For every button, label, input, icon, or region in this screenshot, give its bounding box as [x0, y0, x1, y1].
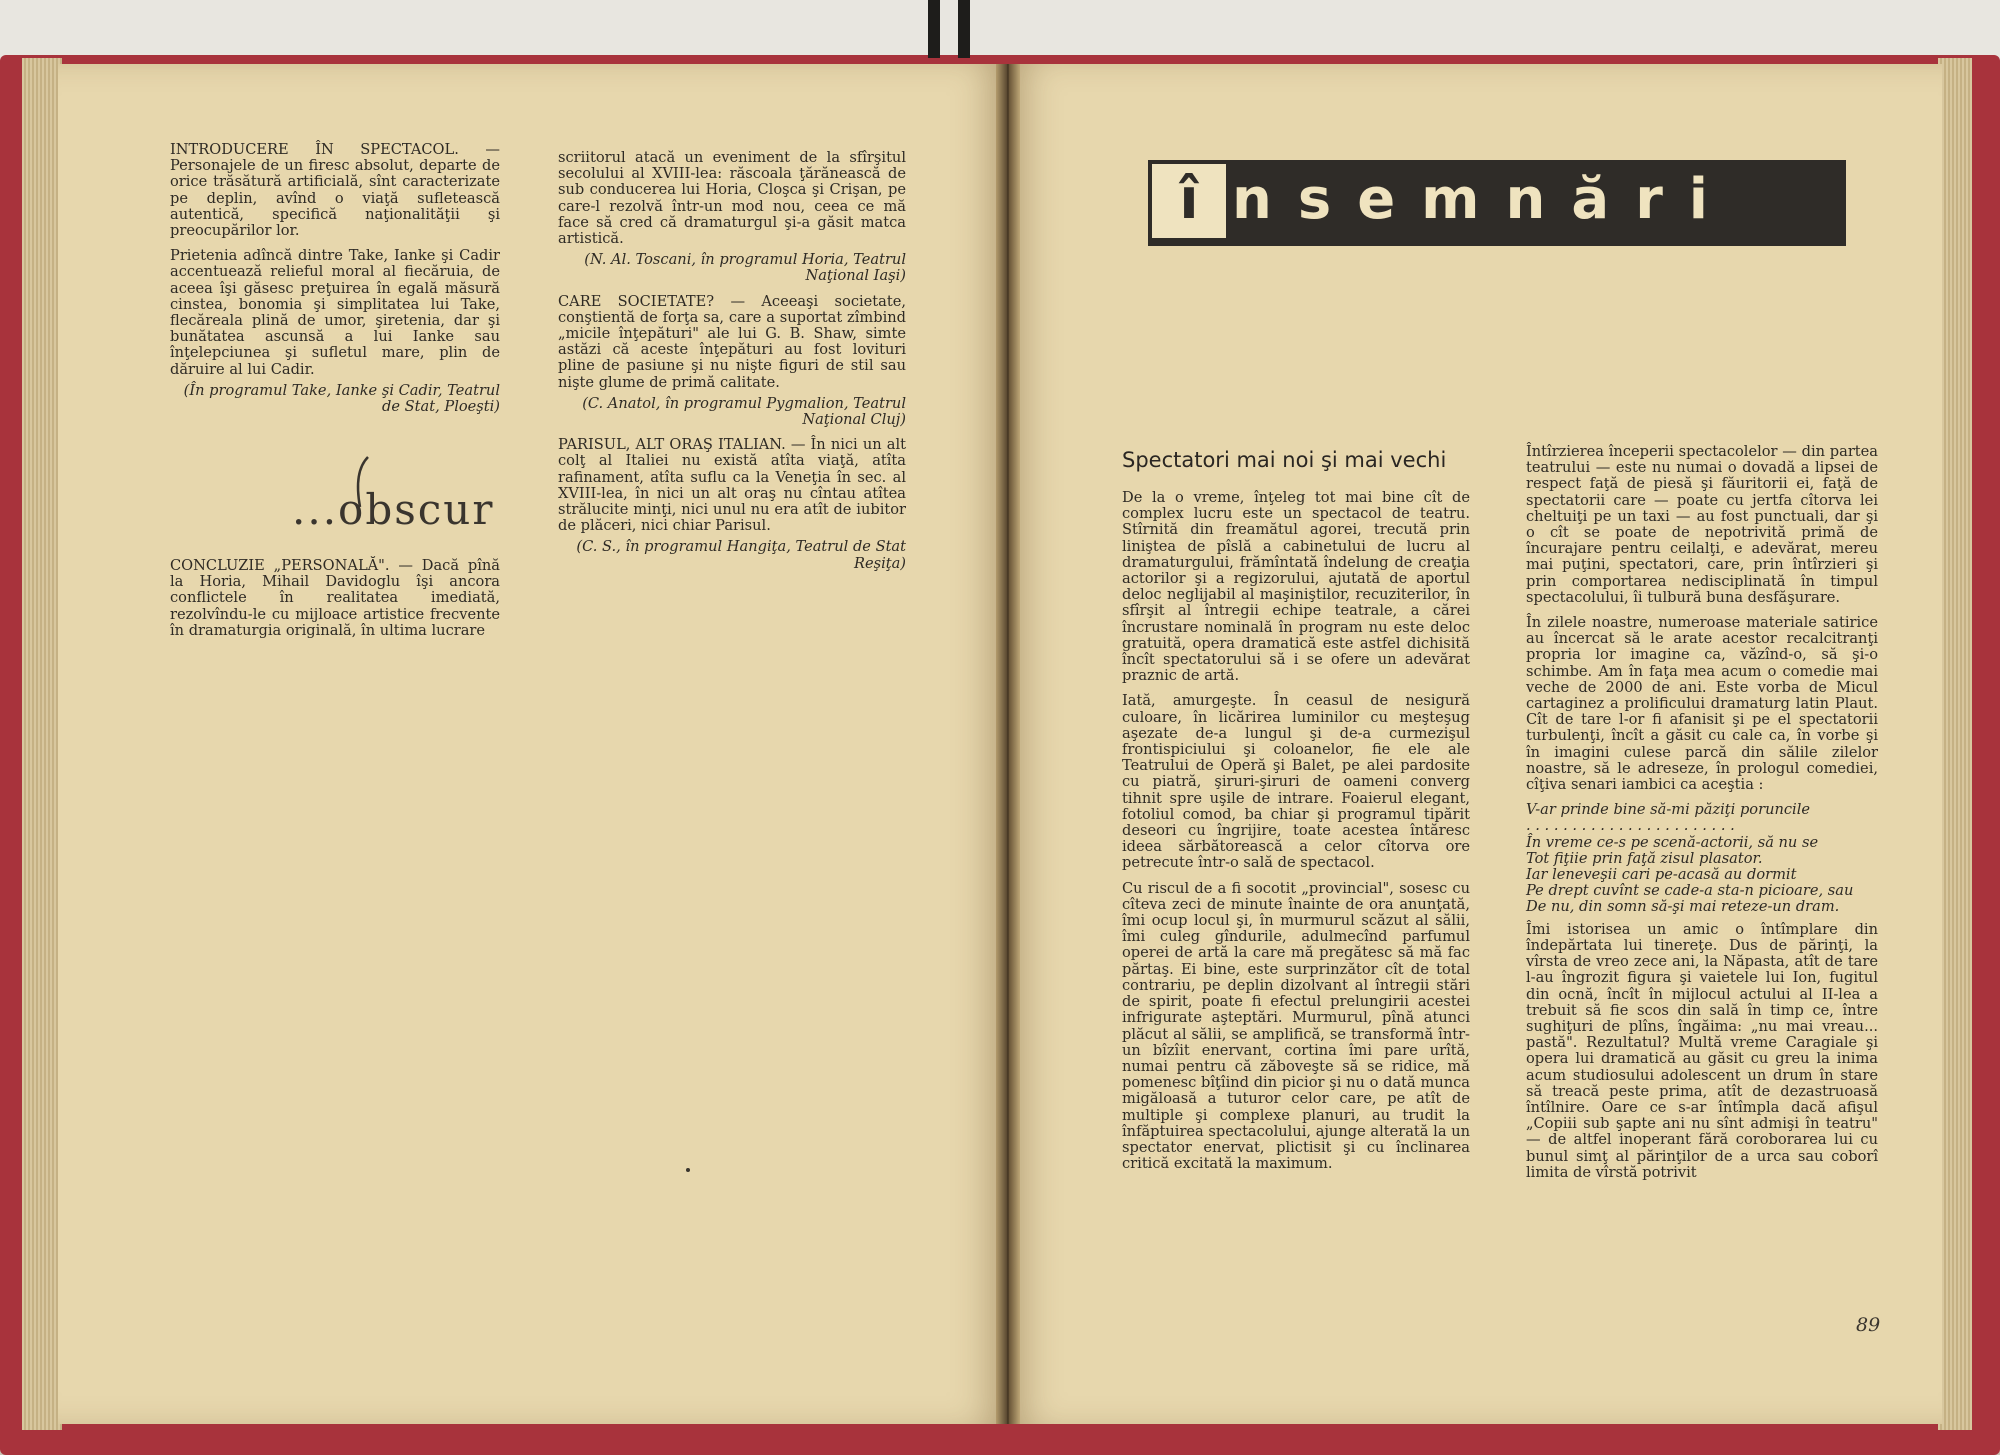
- source-note: (C. Anatol, în programul Pygmalion, Teatrul Naţional Cluj): [582, 394, 906, 429]
- verse-quote: [1526, 802, 1878, 915]
- paragraph: CARE SOCIETATE? — Aceeaşi societate, conştientă de forţa sa, care a suportat zîmbind „micile înţepături" ale lui G. B. Shaw, simte astăzi că aceste înţepături au fost lovituri pline de pasiune şi nu nişte figuri de stil sau nişte glume de primă calitate.: [558, 292, 906, 391]
- verse-line: V-ar prinde bine să-mi păziţi poruncile: [1526, 801, 1811, 819]
- page-number: 89: [1856, 1314, 1881, 1336]
- paragraph: De la o vreme, înţeleg tot mai bine cît de complex lucru este un spectacol de teatru. Stîrnită din freamătul agorei, trecută prin liniştea de pîslă a cabinetului de lucru al dramaturgului, frămîntată îndelung de creaţia actorilor şi a regizorului, ajutată de aportul deloc neglijabil al maşiniştilor, recuziterilor, în sfîrşit al întregii echipe teatrale, a cărei încrustare nominală în program nu este deloc gratuită, opera dramatică este astfel dichisită încît spectatorului să i se ofere un adevărat praznic de artă.: [1122, 489, 1470, 685]
- book-gutter: [996, 64, 1020, 1424]
- verse-line: Iar leneveşii cari pe-acasă au dormit: [1526, 866, 1797, 884]
- source-note: (C. S., în programul Hangiţa, Teatrul de Stat Reşiţa): [576, 538, 906, 572]
- source-note: (N. Al. Toscani, în programul Horia, Teatrul Naţional Iaşi): [584, 251, 906, 285]
- page-edges-left: [22, 58, 62, 1430]
- scan-background: [0, 0, 2000, 62]
- paragraph: INTRODUCERE ÎN SPECTACOL. — Personajele de un firesc absolut, departe de orice trăsătură artificială, sînt caracterizate pe deplin, avînd o viaţă sufletească autentică, specifică naţionalităţii şi preocupărilor lor.: [170, 141, 500, 240]
- bookmark-ribbon: [958, 0, 970, 58]
- left-column-2: [558, 150, 906, 581]
- paragraph: Prietenia adîncă dintre Take, Ianke şi Cadir accentuează relieful moral al fiecăruia, de aceea îşi găsesc preţuirea în egală măsură cinstea, bonomia şi simplitatea lui Take, flecăreala plină de umor, şiretenia, dar şi bunătatea ascunsă a lui Ianke sau înţelepciunea şi sufletul mare, plin de dăruire al lui Cadir.: [170, 247, 500, 378]
- source-note: (În programul Take, Ianke şi Cadir, Teatrul de Stat, Ploeşti): [183, 381, 500, 416]
- paragraph: CONCLUZIE „PERSONALĂ". — Dacă pînă la Horia, Mihail Davidoglu îşi ancora conflictele în realitatea imediată, rezolvîndu-le cu mijloace artistice frecvente în dramaturgia originală, în ultima lucrare: [170, 557, 500, 639]
- right-column-1: [1122, 490, 1470, 1181]
- verse-line: În vreme ce-s pe scenă-actorii, să nu se: [1526, 833, 1819, 851]
- banner-first-letter: î: [1152, 164, 1226, 238]
- left-column-1-continued: [170, 558, 500, 648]
- verse-line: Tot fiţiie prin faţă zisul plasator.: [1526, 849, 1763, 867]
- paragraph: scriitorul atacă un eveniment de la sfîrşitul secolului al XVIII-lea: răscoala ţărănească de sub conducerea lui Horia, Cloşca şi Crişan, pe care-l rezolvă într-un mod nou, ceea ce mă face să cred că dramaturgul şi-a găsit matca artistică.: [558, 149, 906, 248]
- verse-line: . . . . . . . . . . . . . . . . . . . . . . .: [1526, 817, 1735, 835]
- bookmark-ribbon: [928, 0, 940, 58]
- left-column-1: [170, 142, 500, 424]
- verse-line: De nu, din somn să-şi mai reteze-un dram.: [1526, 898, 1840, 916]
- paragraph: Cu riscul de a fi socotit „provincial", sosesc cu cîteva zeci de minute înainte de ora anunţată, îmi ocup locul şi, în murmurul scăzut al sălii, îmi culeg gîndurile, adulmecînd parfumul operei de artă la care mă pregătesc să mă fac părtaş. Ei bine, este surprinzător cît de total contrariu, pe deplin dizolvant al întregii stări de spirit, poate fi efectul prelungirii acestei infrigurate aşteptări. Murmurul, pînă atunci plăcut al sălii, se amplifică, se transformă într-un bîzîit enervant, cortina îmi pare urîtă, numai pentru că zăboveşte să se ridice, mă pomenesc bîţîind din picior şi nu o dată munca migăloasă a tuturor celor care, pe atît de multiple şi complexe planuri, au trudit la înfăptuirea spectacolului, ajunge alterată la un spectator enervat, plictisit şi cu înclinarea critică excitată la maximum.: [1122, 879, 1470, 1173]
- paragraph: În zilele noastre, numeroase materiale satirice au încercat să le arate acestor recalcitranţi propria lor imagine ca, văzînd-o, să şi-o schimbe. Am în faţa mea acum o comedie mai veche de 2000 de ani. Este vorba de Micul cartaginez a prolificului dramaturg latin Plaut. Cît de tare l-or fi afanisit şi pe el spectatorii turbulenţi, încît a găsit cu cale ca, în vorbe şi în imagini culese parcă din sălile zilelor noastre, să le adreseze, în prologul comediei, cîţiva senari iambici ca aceştia :: [1526, 614, 1878, 794]
- print-speck: [686, 1168, 690, 1172]
- verse-line: Pe drept cuvînt se cade-a sta-n picioare, sau: [1526, 882, 1854, 900]
- paragraph: Întîrzierea începerii spectacolelor — din partea teatrului — este nu numai o dovadă a lipsei de respect faţă de piesă şi făuritorii ei, faţă de spectatorii care — poate cu jertfa cîtorva lei cheltuiţi pe un taxi — au fost punctuali, dar şi o cît se poate de nepotrivită primă de încurajare pentru ceilalţi, e adevărat, mereu mai puţini, spectatori, care, prin întîrzieri şi prin comportarea nedisciplinată în timpul spectacolului, îi tulbură buna desfăşurare.: [1526, 443, 1878, 606]
- right-column-2: [1526, 444, 1878, 1190]
- paragraph: PARISUL, ALT ORAŞ ITALIAN. — În nici un alt colţ al Italiei nu există atîta viaţă, atîta rafinament, atîta suflu ca la Veneţia în sec. al XVIII-lea, în nici un alt oraş nu cîntau atîtea strălucite minţi, nici unul nu era atît de iubitor de plăceri, nici chiar Parisul.: [558, 436, 906, 535]
- article-heading: Spectatori mai noi şi mai vechi: [1122, 448, 1447, 472]
- paragraph: Îmi istorisea un amic o întîmplare din îndepărtata lui tinereţe. Dus de părinţi, la vîrsta de vreo zece ani, la Năpasta, atît de tare l-au îngrozit figura şi vaietele lui Ion, fugitul din ocnă, încît în mijlocul actului al II-lea a trebuit să fie scos din sală în timp ce, între sughiţuri de plîns, îngăima: „nu mai vreau... pastă". Rezultatul? Multă vreme Caragiale şi opera lui dramatică au găsit cu greu la inima acum studiosului adolescent un drum în stare să treacă peste prima, atît de dezastruoasă întîlnire. Oare ce s-ar întîmpla dacă afişul „Copiii sub şapte ani nu sînt admişi în teatru" — de altfel inoperant fără coroborarea lui cu bunul simţ al părinţilor de a urca sau coborî limita de vîrstă potrivit: [1526, 920, 1878, 1181]
- paragraph: Iată, amurgeşte. În ceasul de nesigură culoare, în licărirea luminilor cu meşteşug aşezate de-a lungul şi de-a curmezişul frontispiciului şi coloanelor, fie ele ale Teatrului de Operă şi Balet, pe alei pardosite cu piatră, şiruri-şiruri de oameni converg tihnit spre uşile de intrare. Foaierul elegant, fotoliul comod, ba chiar şi programul tipărit deseori cu îngrijire, toate acestea întăresc ideea sărbătorească a celor cîtorva ore petrecute într-o sală de spectacol.: [1122, 692, 1470, 872]
- obscur-logo-text: ...obscur: [292, 485, 495, 534]
- banner-title: nsemnări: [1232, 167, 1734, 232]
- page-edges-right: [1938, 58, 1972, 1430]
